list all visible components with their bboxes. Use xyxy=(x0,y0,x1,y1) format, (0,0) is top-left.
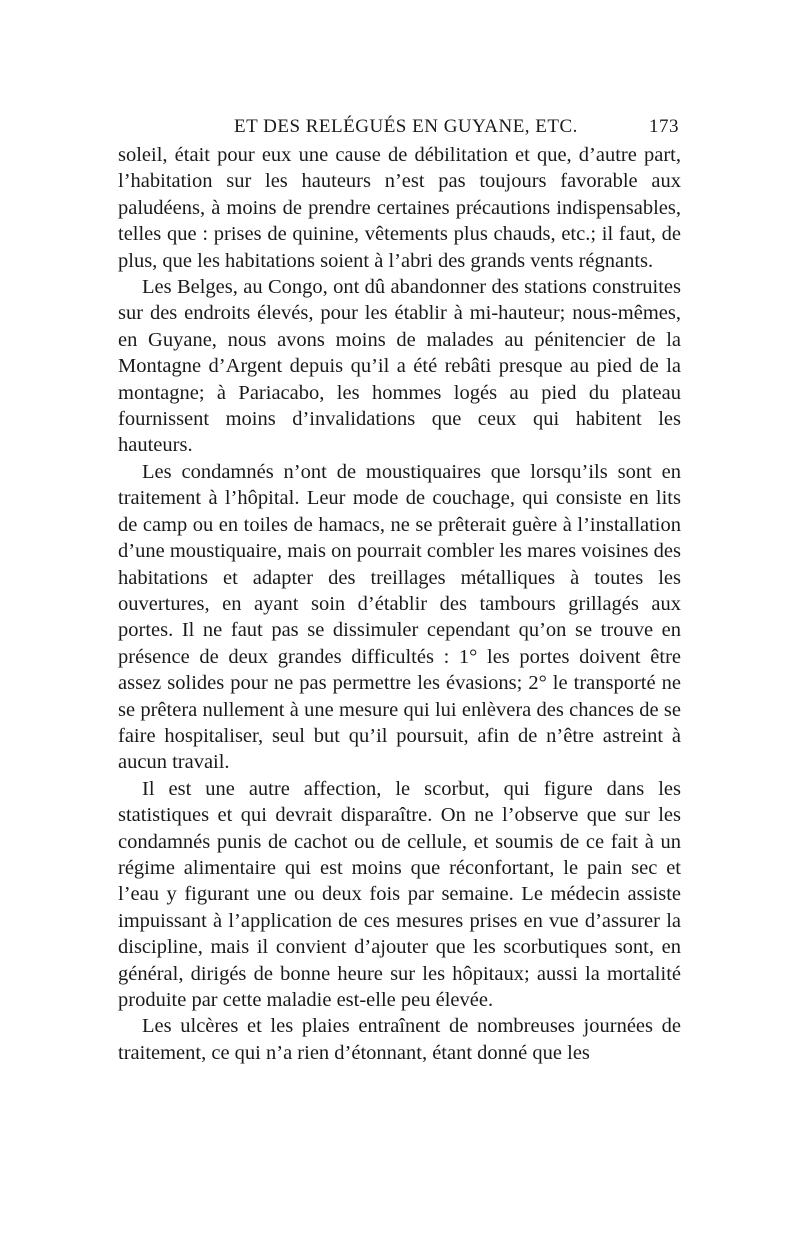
book-page xyxy=(118,112,681,1066)
body-text xyxy=(118,142,681,1066)
paragraph-continuation: soleil, était pour eux une cause de débilitation et que, d’autre part, l’habitation sur les hauteurs n’est pas toujours favorable aux paludéens, à moins de prendre certaines précautions indispensables, telles que : prises de quinine, vêtements plus chauds, etc.; il faut, de plus, que les habitations soient à l’abri des grands vents régnants. xyxy=(118,144,681,272)
paragraph-mosquito-nets: Les condamnés n’ont de moustiquaires que lorsqu’ils sont en traitement à l’hôpital. Leur mode de couchage, qui consiste en lits de camp ou en toiles de hamacs, ne se prêterait guère à l’installation d’une moustiquaire, mais on pourrait combler les mares voisines des habitations et adapter des treillages métalliques à toutes les ouvertures, en ayant soin d’établir des tambours grillagés aux portes. Il ne faut pas se dissimuler cependant qu’on se trouve en présence de deux grandes difficultés : 1° les portes doivent être assez solides pour ne pas permettre les évasions; 2° le transporté ne se prêtera nullement à une mesure qui lui enlèvera des chances de se faire hospitaliser, seul but qu’il poursuit, afin de n’être astreint à aucun travail. xyxy=(118,460,681,774)
page-number: 173 xyxy=(649,116,679,137)
paragraph-ulcers: Les ulcères et les plaies entraînent de nombreuses journées de traitement, ce qui n’a rien d’étonnant, étant donné que les xyxy=(118,1015,681,1064)
paragraph-belgian-congo: Les Belges, au Congo, ont dû abandonner des stations construites sur des endroits élevés, pour les établir à mi-hauteur; nous-mêmes, en Guyane, nous avons moins de malades au pénitencier de la Montagne d’Argent depuis qu’il a été rebâti presque au pied de la montagne; à Pariacabo, les hommes logés au pied du plateau fournissent moins d’invalidations que ceux qui habitent les hauteurs. xyxy=(118,276,681,457)
running-header xyxy=(118,112,681,142)
paragraph-scurvy: Il est une autre affection, le scorbut, qui figure dans les statistiques et qui devrait disparaître. On ne l’observe que sur les condamnés punis de cachot ou de cellule, et soumis de ce fait à un régime alimentaire qui est moins que réconfortant, le pain sec et l’eau y figurant une ou deux fois par semaine. Le médecin assiste impuissant à l’application de ces mesures prises en vue d’assurer la discipline, mais il convient d’ajouter que les scorbutiques sont, en général, dirigés de bonne heure sur les hôpitaux; aussi la mortalité produite par cette maladie est-elle peu élevée. xyxy=(118,777,681,1011)
running-title: ET DES RELÉGUÉS EN GUYANE, ETC. xyxy=(234,116,578,137)
